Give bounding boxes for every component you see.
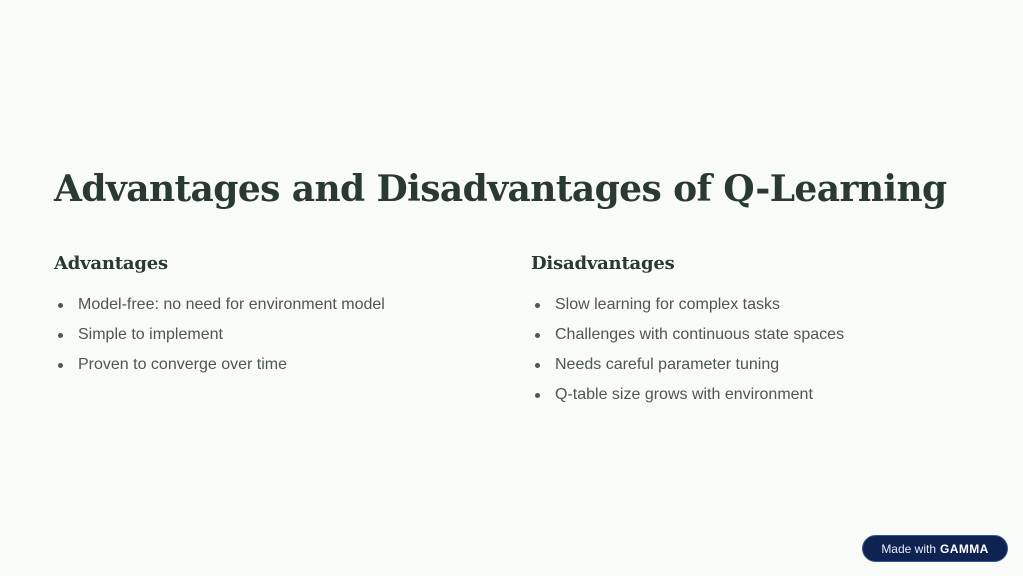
list-item-text: Needs careful parameter tuning — [555, 356, 780, 373]
disadvantages-list — [531, 290, 971, 410]
bullet-icon — [535, 363, 540, 368]
list-item-text: Model-free: no need for environment model — [78, 296, 385, 313]
list-item — [54, 320, 494, 350]
list-item-text: Proven to converge over time — [78, 356, 287, 373]
bullet-icon — [535, 303, 540, 308]
made-with-gamma-badge[interactable] — [862, 535, 1008, 562]
gamma-logo: GAMMA — [940, 541, 989, 556]
bullet-icon — [535, 393, 540, 398]
disadvantages-column — [531, 252, 971, 410]
advantages-column — [54, 252, 494, 380]
bullet-icon — [58, 303, 63, 308]
slide-title: Advantages and Disadvantages of Q-Learning — [54, 168, 947, 210]
badge-made-with-text: Made with — [881, 541, 937, 556]
list-item-text: Slow learning for complex tasks — [555, 296, 780, 313]
advantages-list — [54, 290, 494, 380]
list-item-text: Simple to implement — [78, 326, 223, 343]
list-item — [54, 350, 494, 380]
disadvantages-heading: Disadvantages — [531, 253, 675, 274]
bullet-icon — [58, 333, 63, 338]
list-item — [531, 320, 971, 350]
list-item — [531, 380, 971, 410]
list-item — [54, 290, 494, 320]
list-item-text: Challenges with continuous state spaces — [555, 326, 845, 343]
bullet-icon — [535, 333, 540, 338]
bullet-icon — [58, 363, 63, 368]
list-item — [531, 290, 971, 320]
list-item — [531, 350, 971, 380]
advantages-heading: Advantages — [54, 253, 168, 274]
list-item-text: Q-table size grows with environment — [555, 386, 813, 403]
